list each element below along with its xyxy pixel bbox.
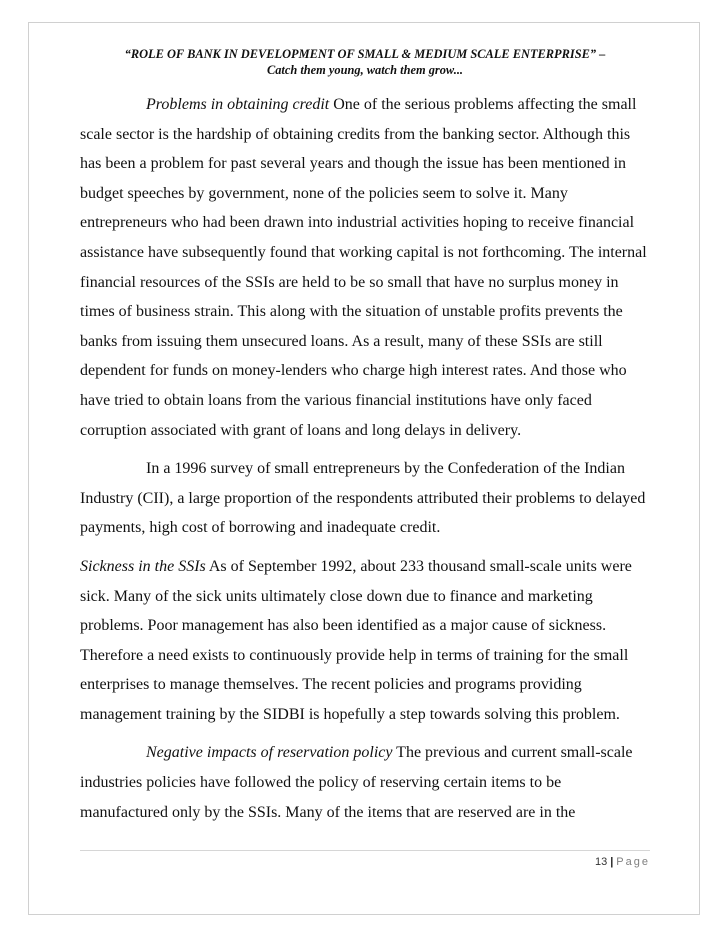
header-title: “ROLE OF BANK IN DEVELOPMENT OF SMALL & MEDIUM SCALE ENTERPRISE” – <box>124 47 606 61</box>
paragraph-credit-problems <box>80 90 650 445</box>
page-label: Page <box>616 856 650 868</box>
paragraph-text: The previous and current small-scale industries policies have followed the policy of reserving certain items to be manufactured only by the SSIs. Many of the items that are reserved are in the <box>80 744 633 821</box>
paragraph-lead: Problems in obtaining credit <box>146 96 330 113</box>
paragraph-text: One of the serious problems affecting the small scale sector is the hardship of obtaining credits from the banking sector. Although this has been a problem for past several years and though the issue has been mentioned in budget speeches by government, none of the policies seem to solve it. Many entrepreneurs who had been drawn into industrial activities hoping to receive financial assistance have subsequently found that working capital is not forthcoming. The internal financial resources of the SSIs are held to be so small that have no surplus money in times of business strain. This along with the situation of unstable profits prevents the banks from issuing them unsecured loans. As a result, many of these SSIs are still dependent for funds on money-lenders who charge high interest rates. And those who have tried to obtain loans from the various financial institutions have only faced corruption associated with grant of loans and long delays in delivery. <box>80 96 647 439</box>
footer-separator: | <box>610 856 614 868</box>
page-number: 13 <box>594 856 608 868</box>
paragraph-lead: Sickness in the SSIs <box>80 557 206 575</box>
body-text <box>80 90 650 836</box>
paragraph-text: In a 1996 survey of small entrepreneurs by the Confederation of the Indian Industry (CII), a large proportion of the respondents attributed their problems to delayed payments, high cost of borrowing and inadequate credit. <box>80 460 646 537</box>
paragraph-reservation-policy <box>80 738 650 827</box>
paragraph-lead: Negative impacts of reservation policy <box>146 744 393 762</box>
paragraph-text: As of September 1992, about 233 thousand small-scale units were sick. Many of the sick units ultimately close down due to finance and marketing problems. Poor management has also been identified as a major cause of sickness. Therefore a need exists to continuously provide help in terms of training for the small enterprises to manage themselves. The recent policies and programs providing management training by the SIDBI is hopefully a step towards solving this problem. <box>80 557 632 723</box>
page-footer <box>595 856 650 868</box>
header-subtitle: Catch them young, watch them grow... <box>266 63 464 77</box>
paragraph-sickness <box>80 552 650 730</box>
footer-divider <box>80 850 650 851</box>
paragraph-cii-survey <box>80 454 650 543</box>
running-header <box>80 46 650 78</box>
